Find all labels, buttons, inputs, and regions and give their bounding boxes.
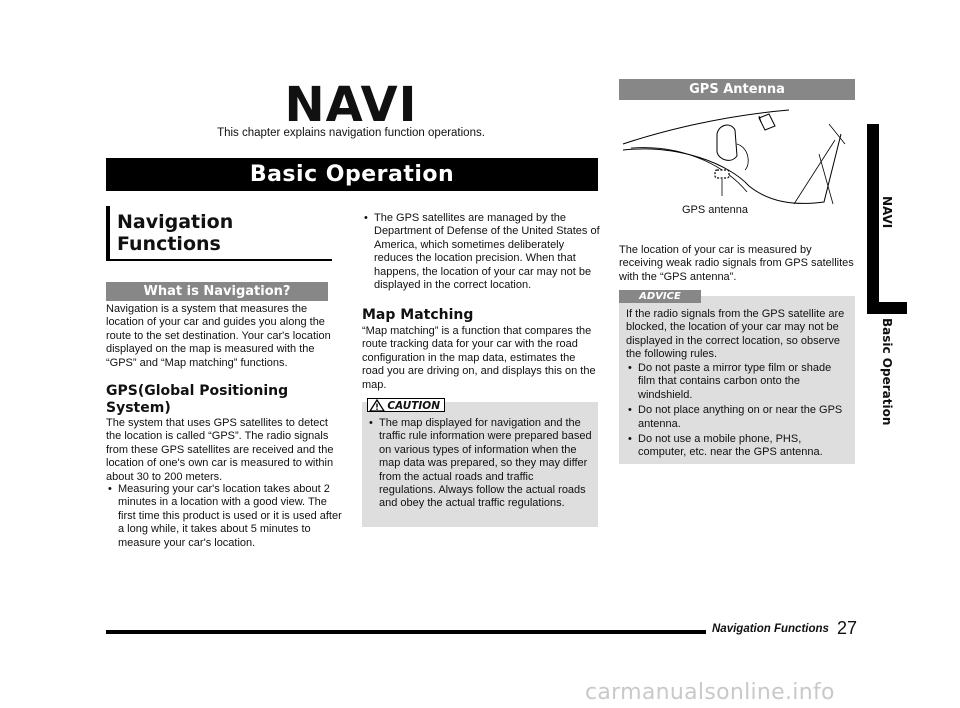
caution-bullet-list (367, 417, 593, 513)
chapter-subtitle: This chapter explains navigation function operations. (217, 127, 485, 139)
gps-bullet-list (106, 483, 342, 552)
advice-label: ADVICE (619, 290, 701, 303)
section-banner: Basic Operation (106, 158, 598, 191)
warning-icon (369, 399, 385, 412)
side-tab-marker (867, 302, 907, 314)
section-title-line1: Navigation (117, 211, 234, 233)
advice-bullet-list (626, 362, 850, 462)
chapter-title: NAVI (284, 77, 418, 133)
caution-label: CAUTION (367, 398, 445, 412)
footer-section-title: Navigation Functions (712, 623, 829, 635)
gps-antenna-figure-label: GPS antenna (681, 204, 749, 216)
page-number: 27 (837, 618, 858, 638)
section-title-line2: Functions (117, 233, 221, 255)
list-item: • Do not place anything on or near the GPS antenna. (626, 404, 850, 431)
list-item: • Do not paste a mirror type film or shade film that contains carbon onto the windshield. (626, 362, 850, 402)
map-matching-body: “Map matching” is a function that compares the route tracking data for your car with the road configuration in the map data, estimates the road you are driving on, and displays this on the map. (362, 325, 596, 391)
side-tab-section: Basic Operation (880, 318, 894, 426)
gps-heading (106, 383, 342, 417)
gps-heading-line2: System) (106, 400, 171, 416)
footer-rule (106, 630, 706, 634)
advice-body: If the radio signals from the GPS satellite are blocked, the location of your car may not be displayed in the correct location, so observe the following rules. (626, 308, 845, 361)
gps-antenna-body: The location of your car is measured by receiving weak radio signals from GPS satellites with the “GPS antenna”. (619, 244, 854, 283)
gps-antenna-heading: GPS Antenna (619, 79, 855, 100)
watermark: carmanualsonline.info (585, 680, 835, 705)
list-item: • The GPS satellites are managed by the Department of Defense of the United States of America, which sometimes deliberately reduces the location precision. When that happens, the location of your car may not be displayed in the correct location. (362, 212, 602, 292)
gps-bullet-list-continued (362, 212, 602, 294)
side-tab-bar (867, 124, 879, 314)
gps-heading-line1: GPS(Global Positioning (106, 383, 289, 399)
map-matching-heading: Map Matching (362, 307, 474, 323)
list-item: • The map displayed for navigation and the traffic rule information were prepared based on various types of information when the map data was prepared, so they may differ from the actual roads and traffic regulations. Always follow the actual roads and obey the actual traffic regulations. (367, 417, 593, 511)
side-tab-chapter: NAVI (880, 196, 894, 229)
list-item: • Do not use a mobile phone, PHS, computer, etc. near the GPS antenna. (626, 433, 850, 460)
gps-body: The system that uses GPS satellites to detect the location is called “GPS”. The radio signals from these GPS satellites are received and the location of one's own car is measured to within about 30 to 200 meters. (106, 417, 334, 483)
what-is-navigation-heading: What is Navigation? (106, 282, 328, 301)
list-item: • Measuring your car's location takes about 2 minutes in a location with a good view. The first time this product is used or it is used after a long while, it takes about 5 minutes to measure your car's location. (106, 483, 342, 550)
section-title (117, 211, 317, 255)
what-is-navigation-body: Navigation is a system that measures the location of your car and guides you along the route to the set destination. Your car's location displayed on the map is measured with the “GPS” and “Map matching” functions. (106, 303, 331, 369)
